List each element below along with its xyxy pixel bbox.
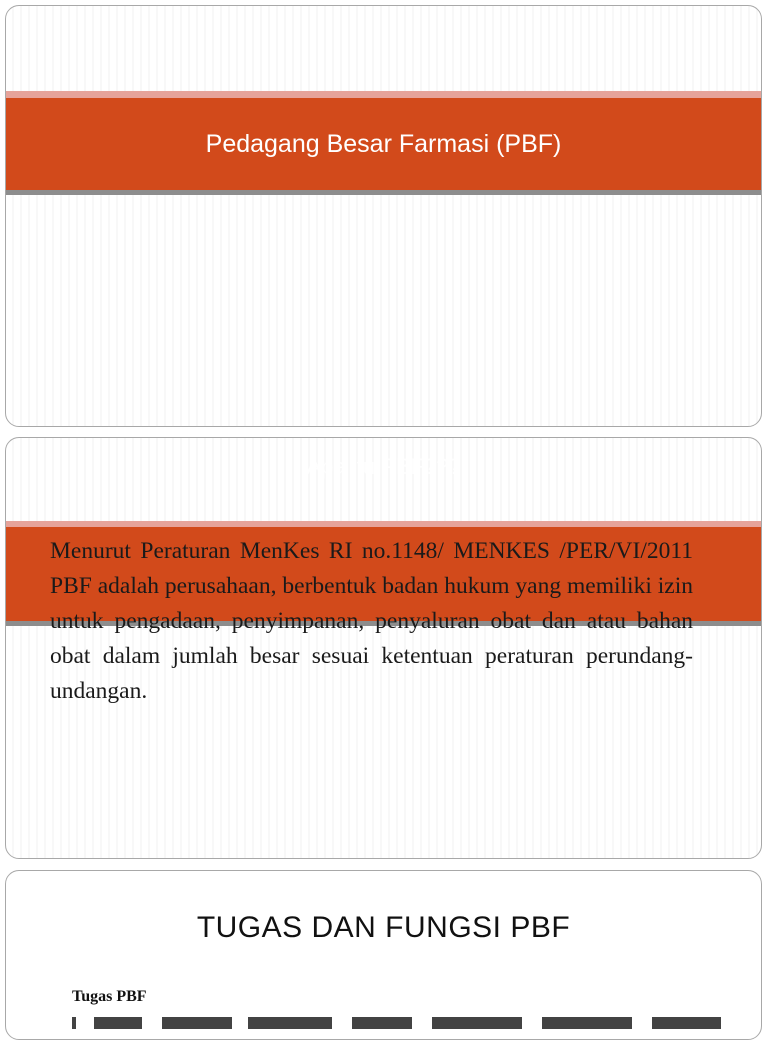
section-subheading: Tugas PBF — [72, 988, 147, 1005]
slide-1 — [5, 5, 762, 427]
slide-3 — [5, 870, 762, 1040]
definition-paragraph: Menurut Peraturan MenKes RI no.1148/ MENKES /PER/VI/2011 PBF adalah perusahaan, berbentuk badan hukum yang memiliki izin untuk pengadaan, penyimpanan, penyaluran obat dan atau bahan obat dalam jumlah besar sesuai ketentuan peraturan perundang-undangan. — [50, 538, 693, 704]
slide-2 — [5, 437, 762, 859]
slide-title: Pedagang Besar Farmasi (PBF) — [205, 129, 562, 158]
slide-title: TUGAS DAN FUNGSI PBF — [196, 911, 571, 944]
truncated-text-line — [72, 1017, 721, 1029]
title-band-bottom-stripe — [6, 190, 761, 195]
slide-ghost-title: Apa itu PBF??? — [306, 454, 461, 479]
